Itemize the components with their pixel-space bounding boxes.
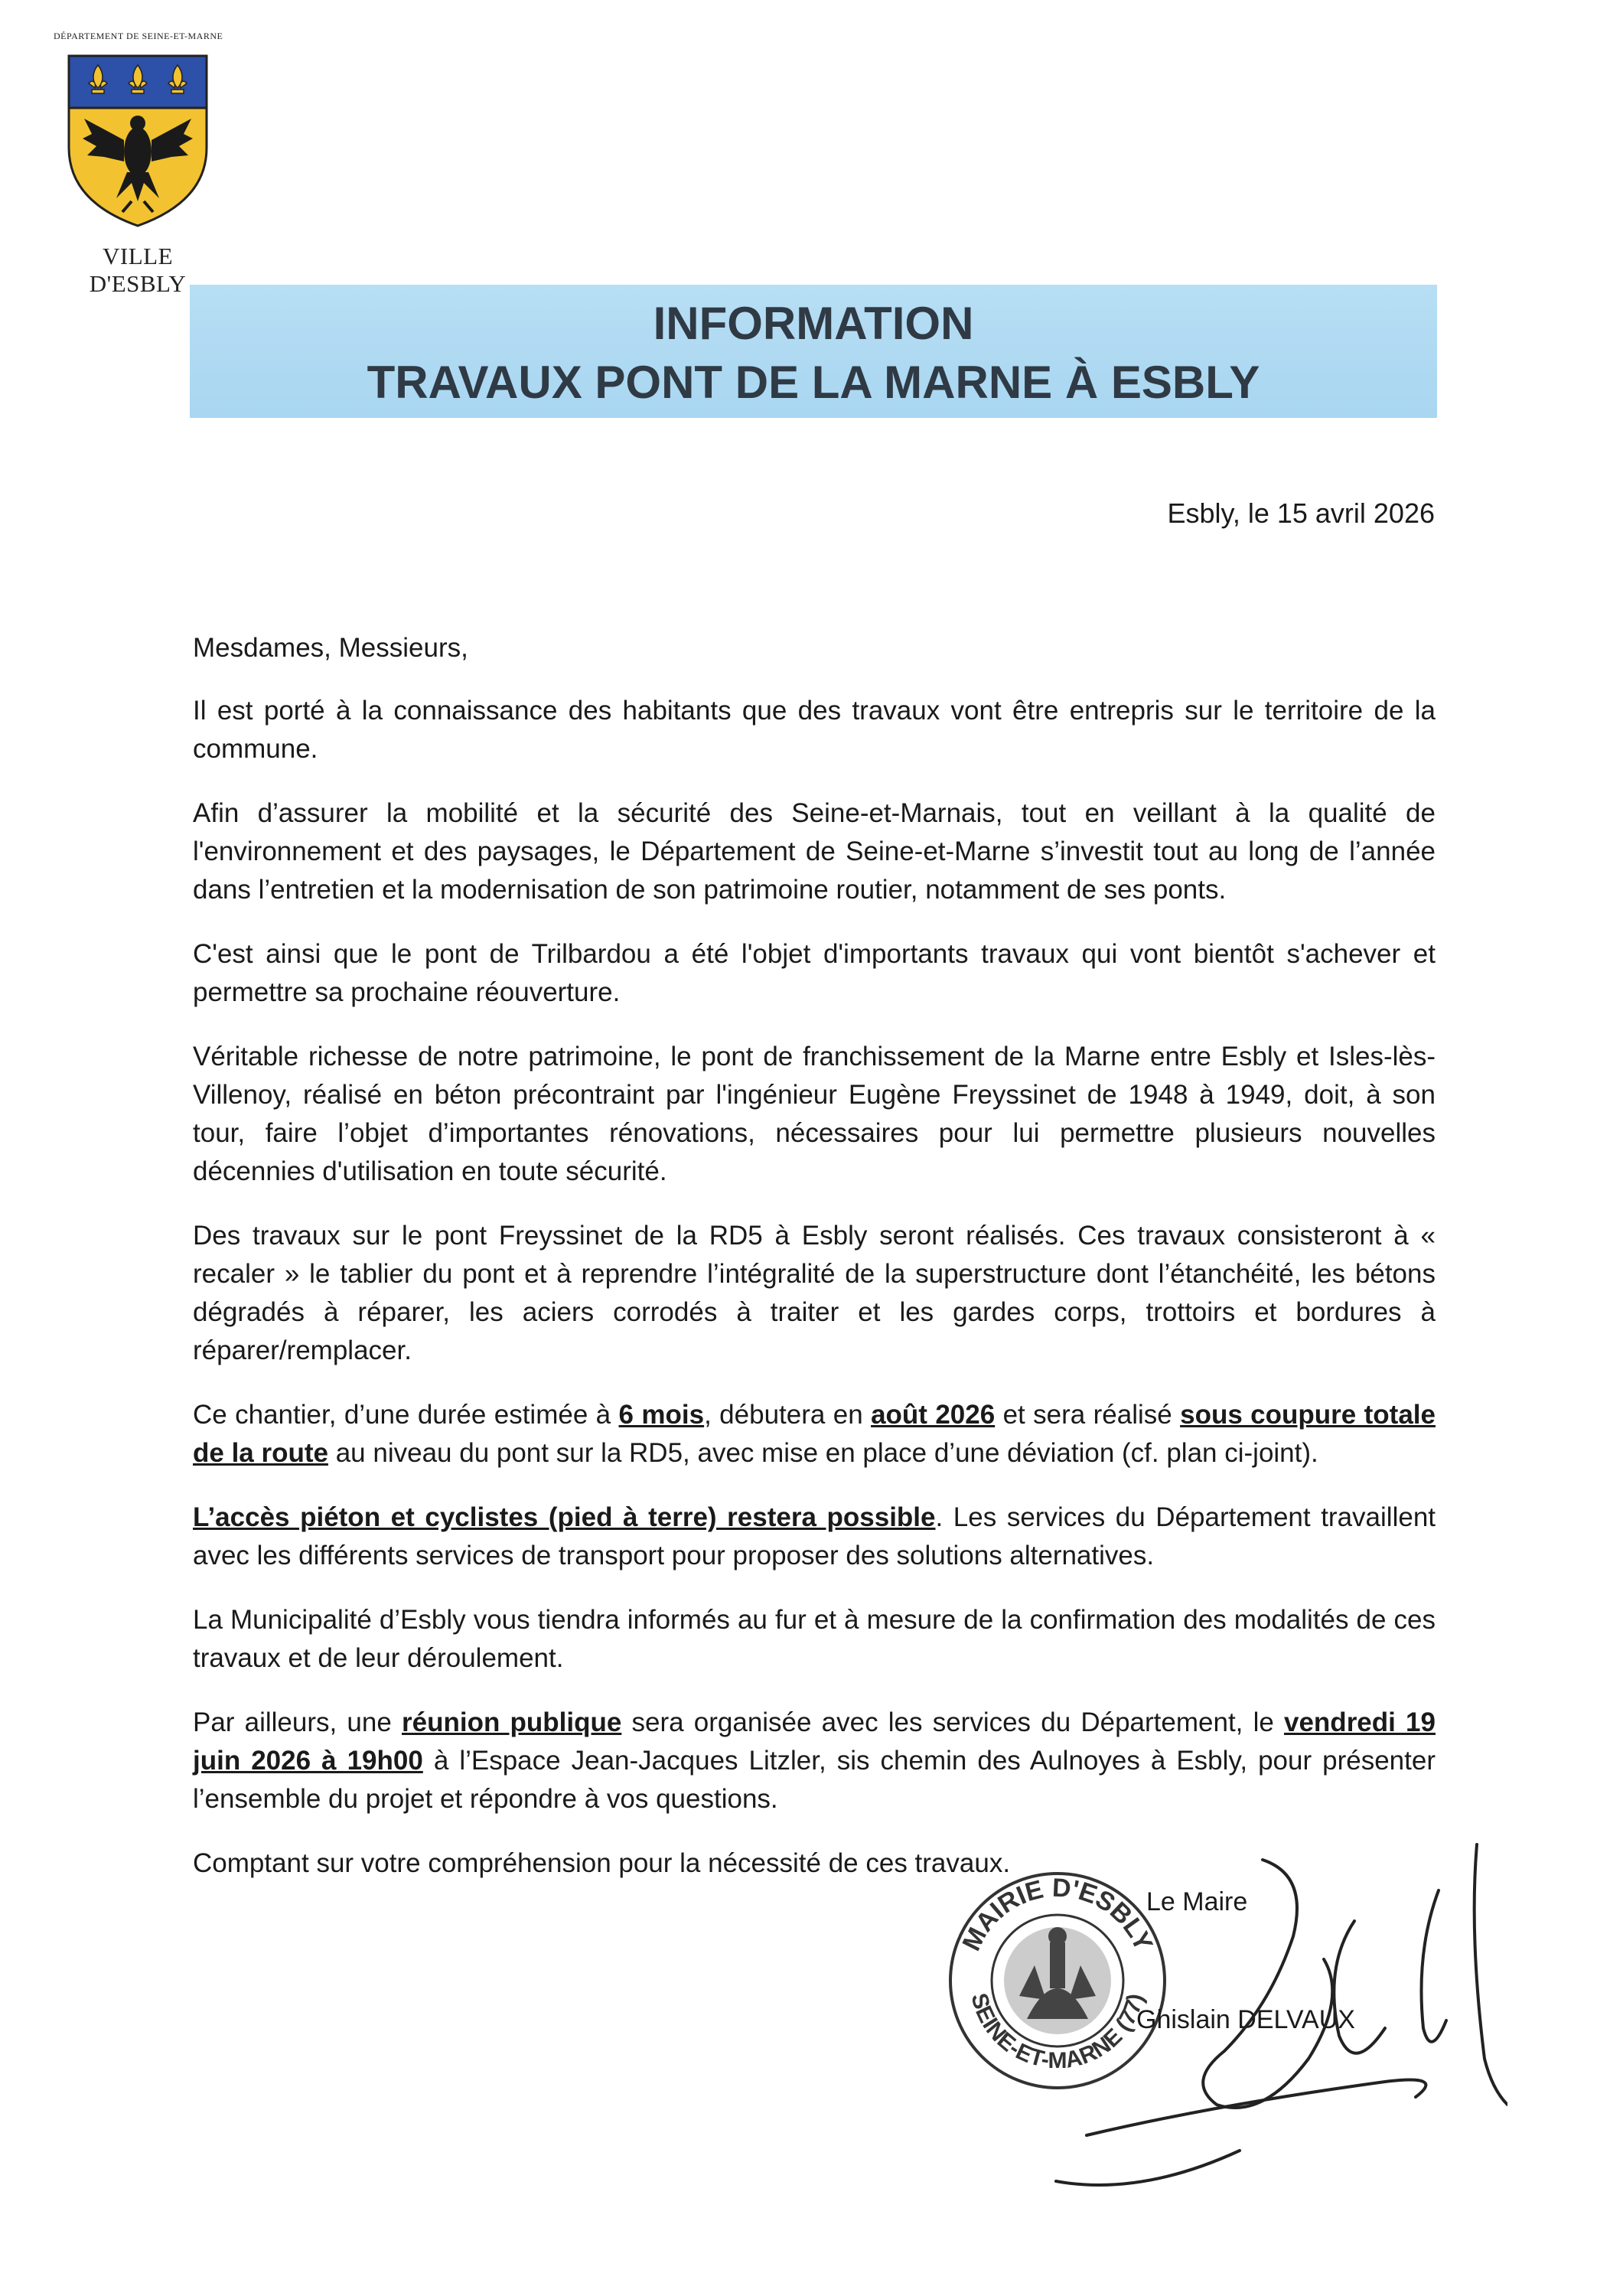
town-name: VILLE D'ESBLY <box>89 243 187 297</box>
signatory-title: Le Maire <box>1146 1887 1248 1916</box>
town-crest-block <box>54 31 222 298</box>
paragraph-3: C'est ainsi que le pont de Trilbardou a été l'objet d'importants travaux qui vont bientôt s'achever et permettre sa prochaine réouverture. <box>193 939 1436 1007</box>
paragraph-6 <box>193 1396 1436 1473</box>
banner-subtitle: TRAVAUX PONT DE LA MARNE À ESBLY <box>367 357 1260 408</box>
svg-text:MAIRIE D'ESBLY: MAIRIE D'ESBLY <box>957 1873 1159 1956</box>
p6-text-4: au niveau du pont sur la RD5, avec mise en place d’une déviation (cf. plan ci-joint). <box>328 1438 1318 1468</box>
salutation: Mesdames, Messieurs, <box>193 633 468 663</box>
title-banner <box>190 285 1437 418</box>
p9-text-1: Par ailleurs, une <box>193 1707 402 1737</box>
paragraph-1: Il est porté à la connaissance des habitants que des travaux vont être entrepris sur le territoire de la commune. <box>193 696 1436 764</box>
duration-highlight: 6 mois <box>618 1400 705 1430</box>
letter-body <box>193 629 1436 1909</box>
pedestrian-access-highlight: L’accès piéton et cyclistes (pied à terre) restera possible <box>193 1502 936 1532</box>
road-closure-highlight: sous coupure totale de la route <box>193 1400 1436 1468</box>
p9-text-2: sera organisée avec les services du Département, le <box>621 1707 1284 1737</box>
p7-text-1: . Les services du Département travaillent avec les différents services de transport pour proposer des solutions alternatives. <box>193 1502 1436 1570</box>
start-date-highlight: août 2026 <box>871 1400 996 1430</box>
banner-title: INFORMATION <box>653 298 974 349</box>
letter-date: Esbly, le 15 avril 2026 <box>1167 497 1435 529</box>
coat-of-arms-icon <box>61 48 214 232</box>
handwritten-signature-icon <box>987 1829 1507 2212</box>
closing-line: Comptant sur votre compréhension pour la nécessité de ces travaux. <box>193 1848 1011 1878</box>
p6-text-3: et sera réalisé <box>995 1400 1181 1430</box>
paragraph-8: La Municipalité d’Esbly vous tiendra informés au fur et à mesure de la confirmation des modalités de ces travaux et de leur déroulement. <box>193 1605 1436 1673</box>
signatory-name: Ghislain DELVAUX <box>1136 2005 1355 2034</box>
paragraph-4: Véritable richesse de notre patrimoine, le pont de franchissement de la Marne entre Esbly et Isles-lès-Villenoy, réalisé en béton précontraint par l'ingénieur Eugène Freyssinet de 1948 à 1949, doit, à son tour, faire l’objet d’importantes rénovations, nécessaires pour lui permettre plusieurs nouvelles décennies d'utilisation en toute sécurité. <box>193 1042 1436 1186</box>
department-line: DÉPARTEMENT DE SEINE-ET-MARNE <box>54 31 223 41</box>
public-meeting-highlight: réunion publique <box>402 1707 622 1737</box>
p6-text-2: , débutera en <box>704 1400 872 1430</box>
paragraph-5: Des travaux sur le pont Freyssinet de la RD5 à Esbly seront réalisés. Ces travaux consisteront à « recaler » le tablier du pont et à reprendre l’intégralité de la superstructure dont l’étanchéité, les bétons dégradés à réparer, les aciers corrodés à traiter et les gardes corps, trottoirs et bordures à réparer/remplacer. <box>193 1221 1436 1365</box>
p9-text-3: à l’Espace Jean-Jacques Litzler, sis chemin des Aulnoyes à Esbly, pour présenter l’ensemble du projet et répondre à vos questions. <box>193 1746 1436 1814</box>
paragraph-9 <box>193 1704 1436 1818</box>
paragraph-2: Afin d’assurer la mobilité et la sécurité des Seine-et-Marnais, tout en veillant à la qualité de l'environnement et des paysages, le Département de Seine-et-Marne s’investit tout au long de l’année dans l’entretien et la modernisation de son patrimoine routier, notamment de ses ponts. <box>193 798 1436 905</box>
p6-text-1: Ce chantier, d’une durée estimée à <box>193 1400 619 1430</box>
paragraph-7 <box>193 1499 1436 1575</box>
meeting-date-highlight: vendredi 19 juin 2026 à 19h00 <box>193 1707 1436 1776</box>
svg-text:SEINE-ET-MARNE (77): SEINE-ET-MARNE (77) <box>966 1990 1149 2073</box>
